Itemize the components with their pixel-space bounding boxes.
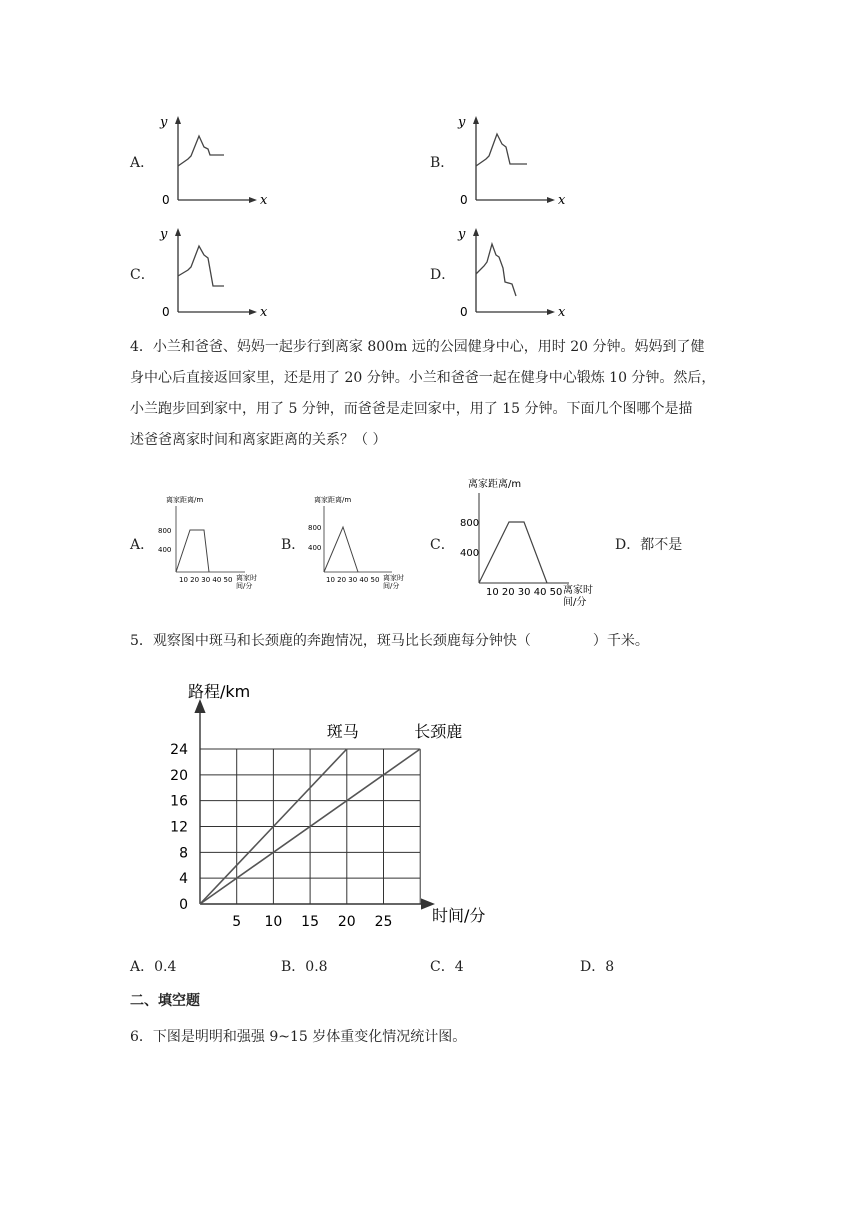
- svg-text:800: 800: [460, 518, 480, 529]
- x-tick-label: 15: [301, 914, 320, 930]
- q3-option-a-label: A．: [130, 155, 155, 171]
- svg-text:y: y: [458, 227, 466, 242]
- svg-text:x: x: [558, 193, 566, 208]
- svg-text:400: 400: [158, 546, 172, 554]
- svg-text:400: 400: [460, 548, 480, 559]
- series-label: 长颈鹿: [414, 722, 463, 741]
- q4-option-c-label: C．: [430, 537, 455, 553]
- x-tick-label: 20: [337, 914, 356, 930]
- x-axis-title: 时间/分: [432, 906, 486, 925]
- y-tick-label: 8: [179, 845, 188, 862]
- q5-option-a: A．0.4: [130, 959, 177, 975]
- svg-text:离家距离/m: 离家距离/m: [166, 496, 204, 504]
- svg-text:x: x: [558, 305, 566, 320]
- svg-text:离家时: 离家时: [383, 574, 404, 582]
- q4-option-b-graph: [300, 490, 420, 590]
- svg-text:10 20 30 40 50: 10 20 30 40 50: [486, 587, 563, 598]
- svg-text:0: 0: [460, 305, 468, 319]
- q4-option-a-label: A．: [130, 537, 155, 553]
- svg-text:0: 0: [460, 193, 468, 207]
- q4-option-d-label: D．都不是: [615, 537, 683, 553]
- q5-option-c: C．4: [430, 959, 464, 975]
- question-4-stem: 4．小兰和爸爸、妈妈一起步行到离家 800m 远的公园健身中心，用时 20 分钟。妈妈到了健 身中心后直接返回家里，还是用了 20 分钟。小兰和爸爸一起在健身中心锻炼 10 分钟。然后， 小兰跑步回到家中，用了 5 分钟，而爸爸是走回家中，用了 15 分钟。下面几个图哪个是描 述爸爸离家时间和离家距离的关系？（ ）: [130, 339, 716, 448]
- y-tick-label: 24: [170, 742, 188, 758]
- svg-text:离家距离/m: 离家距离/m: [314, 496, 352, 504]
- svg-text:间/分: 间/分: [383, 582, 400, 590]
- y-axis-label: y: [160, 115, 168, 130]
- y-tick-label: 12: [170, 819, 188, 836]
- q3-option-c-graph: [158, 224, 268, 324]
- svg-text:10 20 30 40 50: 10 20 30 40 50: [326, 576, 380, 584]
- question-5-stem: 5．观察图中斑马和长颈鹿的奔跑情况，斑马比长颈鹿每分钟快（ ）千米。: [130, 633, 649, 649]
- q3-option-d-graph: [456, 224, 566, 324]
- svg-text:400: 400: [308, 544, 322, 552]
- q5-option-d: D．8: [580, 959, 615, 975]
- svg-text:y: y: [160, 227, 168, 242]
- q3-option-b-label: B．: [430, 155, 455, 171]
- svg-text:间/分: 间/分: [236, 582, 253, 590]
- svg-text:离家时: 离家时: [563, 585, 593, 596]
- svg-text:离家时: 离家时: [236, 574, 257, 582]
- section-title: 二、填空题: [130, 993, 200, 1009]
- svg-text:800: 800: [158, 527, 172, 535]
- q3-option-c-label: C．: [130, 267, 155, 283]
- series-label: 斑马: [326, 722, 359, 741]
- q5-option-b: B．0.8: [281, 959, 328, 975]
- y-tick-label: 0: [179, 897, 188, 913]
- svg-text:离家距离/m: 离家距离/m: [468, 479, 522, 490]
- q3-option-b-graph: [456, 112, 566, 212]
- y-tick-label: 16: [170, 793, 188, 810]
- y-tick-label: 20: [170, 767, 188, 784]
- svg-text:x: x: [260, 305, 268, 320]
- x-axis-label: x: [260, 193, 268, 208]
- q4-option-c-graph: [455, 475, 605, 615]
- x-tick-label: 10: [264, 914, 283, 930]
- speed-chart: [160, 672, 500, 932]
- q4-option-b-label: B．: [281, 537, 306, 553]
- q3-option-a-graph: [158, 112, 268, 212]
- x-tick-label: 25: [374, 914, 393, 930]
- q3-option-d-label: D．: [430, 267, 456, 283]
- svg-text:y: y: [458, 115, 466, 130]
- svg-text:0: 0: [162, 305, 170, 319]
- svg-text:800: 800: [308, 524, 322, 532]
- svg-text:10 20 30 40 50: 10 20 30 40 50: [179, 576, 233, 584]
- q4-option-a-graph: [150, 490, 275, 590]
- origin-label: 0: [162, 193, 170, 207]
- svg-text:间/分: 间/分: [563, 597, 587, 608]
- y-axis-title: 路程/km: [188, 682, 251, 701]
- y-tick-label: 4: [179, 871, 188, 888]
- question-6-stem: 6．下图是明明和强强 9~15 岁体重变化情况统计图。: [130, 1029, 467, 1045]
- x-tick-label: 5: [232, 914, 242, 930]
